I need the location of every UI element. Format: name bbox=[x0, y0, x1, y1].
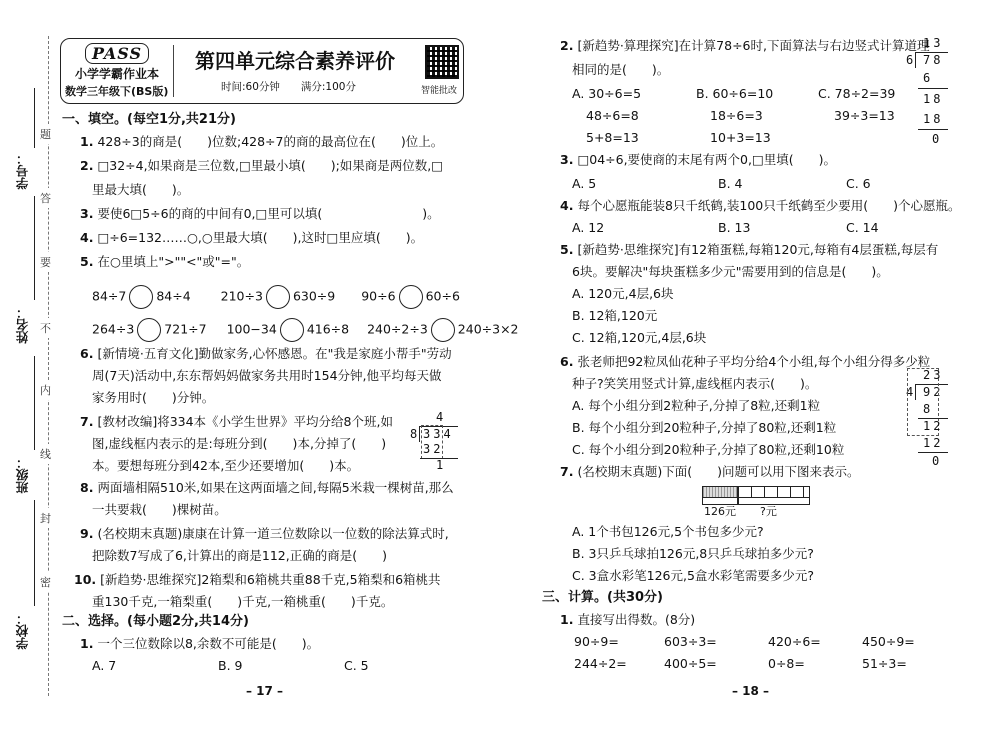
header-divider bbox=[173, 45, 174, 97]
question-number: 3. bbox=[560, 152, 574, 167]
segment-label-left: 126元 bbox=[704, 505, 736, 518]
question-6-text: [新情境·五育文化]勤做家务,心怀感恩。在"我是家庭小帮手"劳动 bbox=[97, 346, 452, 361]
question-number: 5. bbox=[560, 242, 574, 257]
header-box bbox=[60, 38, 464, 104]
question-number: 6. bbox=[560, 354, 574, 369]
question-7-text: [教材改编]将334本《小学生世界》平均分给8个班,如 bbox=[97, 414, 393, 429]
class-line bbox=[34, 356, 35, 450]
calc-item: 0÷8= bbox=[768, 656, 805, 671]
question-number: 3. bbox=[80, 206, 94, 221]
choice-option-c[interactable]: C. 12箱,120元,4层,6块 bbox=[572, 330, 707, 345]
school-line bbox=[34, 500, 35, 606]
seal-char: 答 bbox=[40, 188, 51, 208]
question-number: 7. bbox=[80, 414, 94, 429]
compare-right: 416÷8 bbox=[306, 321, 350, 337]
choice-2-cont: 相同的是( )。 bbox=[572, 62, 670, 77]
student-id-line bbox=[34, 88, 35, 148]
question-1-text: 428÷3的商是( )位数;428÷7的商的最高位在( )位上。 bbox=[97, 134, 444, 149]
compare-left: 240÷2÷3 bbox=[367, 321, 428, 337]
compare-right: 721÷7 bbox=[164, 321, 207, 337]
compare-circle-input[interactable] bbox=[266, 285, 290, 309]
question-10-cont: 重130千克,一箱梨重( )千克,一箱桃重( )千克。 bbox=[92, 594, 394, 609]
calc-item: 603÷3= bbox=[664, 634, 717, 649]
option-b-step: 10+3=13 bbox=[710, 130, 771, 145]
name-label: 姓名： bbox=[15, 306, 30, 344]
long-division-334-by-8 bbox=[410, 410, 460, 472]
question-number: 4. bbox=[80, 230, 94, 245]
division-remainder: 0 bbox=[932, 454, 940, 468]
choice-option-c[interactable]: C. 5 bbox=[344, 658, 369, 673]
question-5-text: 在○里填上">""<"或"="。 bbox=[97, 254, 250, 269]
division-product: 8 bbox=[923, 402, 931, 416]
choice-option-c[interactable]: C. 每个小组分到20粒种子,分掉了80粒,还剩10粒 bbox=[572, 442, 845, 457]
choice-1-text: 一个三位数除以8,余数不可能是( )。 bbox=[97, 636, 320, 651]
question-number: 1. bbox=[560, 612, 574, 627]
compare-row-1 bbox=[92, 285, 460, 309]
question-3-text: 要使6□5÷6的商的中间有0,□里可以填( )。 bbox=[97, 206, 440, 221]
exam-meta: 时间:60分钟 满分:100分 bbox=[221, 81, 356, 93]
question-number: 6. bbox=[80, 346, 94, 361]
compare-right: 84÷4 bbox=[156, 288, 191, 304]
choice-5-text: [新趋势·思维探究]有12箱蛋糕,每箱120元,每箱有4层蛋糕,每层有 bbox=[577, 242, 939, 257]
choice-option-b[interactable]: B. 每个小组分到20粒种子,分掉了80粒,还剩1粒 bbox=[572, 420, 837, 435]
series-name: 小学学霸作业本 bbox=[75, 67, 160, 81]
option-a-step: 48÷6=8 bbox=[586, 108, 639, 123]
question-number: 9. bbox=[80, 526, 94, 541]
question-number: 2. bbox=[80, 158, 94, 173]
compare-right: 60÷6 bbox=[425, 288, 460, 304]
division-dividend: 78 bbox=[923, 53, 944, 67]
choice-7-text: (名校期末真题)下面( )问题可以用下图来表示。 bbox=[577, 464, 860, 479]
compare-right: 240÷3×2 bbox=[457, 321, 519, 337]
question-2-cont: 里最大填( )。 bbox=[92, 182, 190, 197]
question-number: 1. bbox=[80, 636, 94, 651]
division-product: 6 bbox=[923, 71, 931, 85]
grade-label: 数学三年级下(BS版) bbox=[65, 85, 169, 98]
division-quotient: 13 bbox=[923, 36, 944, 50]
division-dividend: 334 bbox=[423, 427, 454, 441]
question-8-cont: 一共要栽( )棵树苗。 bbox=[92, 502, 227, 517]
qr-caption: 智能批改 bbox=[421, 86, 458, 96]
question-6-cont: 周(7天)活动中,东东帮妈妈做家务共用时154分钟,他平均每天做 bbox=[92, 368, 442, 383]
page-title: 第四单元综合素养评价 bbox=[195, 49, 395, 73]
calc-item: 450÷9= bbox=[862, 634, 915, 649]
choice-5-cont: 6块。要解决"每块蛋糕多少元"需要用到的信息是( )。 bbox=[572, 264, 889, 279]
compare-left: 90÷6 bbox=[361, 288, 396, 304]
question-4-text: □÷6=132……○,○里最大填( ),这时□里应填( )。 bbox=[97, 230, 424, 245]
section-fill-in-title: 一、填空。(每空1分,共21分) bbox=[62, 112, 236, 127]
shaded-segment bbox=[702, 486, 738, 498]
section-choice-title: 二、选择。(每小题2分,共14分) bbox=[62, 614, 249, 629]
question-2-text: □32÷4,如果商是三位数,□里最小填( );如果商是两位数,□ bbox=[97, 158, 444, 173]
compare-circle-input[interactable] bbox=[137, 318, 161, 342]
compare-circle-input[interactable] bbox=[280, 318, 304, 342]
question-number: 7. bbox=[560, 464, 574, 479]
choice-option-b[interactable]: B. 60÷6=10 bbox=[696, 86, 774, 101]
long-division-92-by-4 bbox=[906, 368, 950, 472]
seal-char: 密 bbox=[40, 572, 51, 592]
compare-left: 84÷7 bbox=[92, 288, 127, 304]
division-dividend: 92 bbox=[923, 385, 944, 399]
division-divisor: 8 bbox=[410, 427, 418, 441]
choice-option-c[interactable]: C. 78÷2=39 bbox=[818, 86, 896, 101]
division-product: 32 bbox=[423, 442, 444, 456]
choice-6-cont: 种子?笑笑用竖式计算,虚线框内表示( )。 bbox=[572, 376, 818, 391]
question-7-cont: 本。要想每班分到42本,至少还要增加( )本。 bbox=[92, 458, 360, 473]
question-6-cont: 家务用时( )分钟。 bbox=[92, 390, 215, 405]
calc-item: 51÷3= bbox=[862, 656, 907, 671]
calc-item: 400÷5= bbox=[664, 656, 717, 671]
question-7-cont: 图,虚线框内表示的是:每班分到( )本,分掉了( ) bbox=[92, 436, 387, 451]
calc-item: 244÷2= bbox=[574, 656, 627, 671]
division-product: 18 bbox=[923, 112, 944, 126]
division-quotient: 23 bbox=[923, 368, 944, 382]
choice-option-a[interactable]: A. 每个小组分到2粒种子,分掉了8粒,还剩1粒 bbox=[572, 398, 821, 413]
choice-option-b[interactable]: B. 4 bbox=[718, 176, 743, 191]
compare-circle-input[interactable] bbox=[129, 285, 153, 309]
question-9-cont: 把除数7写成了6,计算出的商是112,正确的商是( ) bbox=[92, 548, 387, 563]
compare-circle-input[interactable] bbox=[399, 285, 423, 309]
question-number: 4. bbox=[560, 198, 574, 213]
calc-item: 90÷9= bbox=[574, 634, 619, 649]
compare-left: 100−34 bbox=[226, 321, 277, 337]
option-b-step: 18÷6=3 bbox=[710, 108, 763, 123]
choice-option-c[interactable]: C. 14 bbox=[846, 220, 879, 235]
choice-option-a[interactable]: A. 120元,4层,6块 bbox=[572, 286, 674, 301]
choice-6-text: 张老师把92粒凤仙花种子平均分给4个小组,每个小组分得多少粒 bbox=[577, 354, 931, 369]
option-c-step: 39÷3=13 bbox=[834, 108, 895, 123]
division-remainder: 1 bbox=[436, 458, 444, 472]
calc-1-text: 直接写出得数。(8分) bbox=[577, 612, 696, 627]
student-id-label: 学号： bbox=[15, 152, 30, 190]
choice-option-a[interactable]: A. 5 bbox=[572, 176, 597, 191]
school-label: 学校： bbox=[15, 612, 30, 650]
class-label: 班级： bbox=[15, 456, 30, 494]
compare-left: 210÷3 bbox=[220, 288, 263, 304]
seal-char: 要 bbox=[40, 252, 51, 272]
question-number: 2. bbox=[560, 38, 574, 53]
choice-option-b[interactable]: B. 9 bbox=[218, 658, 243, 673]
page-number-left: – 17 – bbox=[246, 684, 284, 698]
compare-left: 264÷3 bbox=[92, 321, 135, 337]
choice-4-text: 每个心愿瓶能装8只千纸鹤,装100只千纸鹤至少要用( )个心愿瓶。 bbox=[577, 198, 961, 213]
seal-char: 不 bbox=[40, 318, 51, 338]
division-partial: 12 bbox=[923, 419, 944, 433]
seal-char: 封 bbox=[40, 508, 51, 528]
question-10-text: [新趋势·思维探究]2箱梨和6箱桃共重88千克,5箱梨和6箱桃共 bbox=[100, 572, 441, 587]
choice-option-a[interactable]: A. 30÷6=5 bbox=[572, 86, 642, 101]
question-number: 8. bbox=[80, 480, 94, 495]
page-number-right: – 18 – bbox=[732, 684, 770, 698]
choice-option-a[interactable]: A. 1个书包126元,5个书包多少元? bbox=[572, 524, 764, 539]
division-quotient: 4 bbox=[436, 410, 444, 424]
section-calc-title: 三、计算。(共30分) bbox=[542, 590, 663, 605]
choice-option-c[interactable]: C. 3盒水彩笔126元,5盒水彩笔需要多少元? bbox=[572, 568, 815, 583]
choice-2-text: [新趋势·算理探究]在计算78÷6时,下面算法与右边竖式计算道理 bbox=[577, 38, 930, 53]
division-divisor: 6 bbox=[906, 53, 914, 67]
seal-char: 题 bbox=[40, 124, 51, 144]
division-product: 12 bbox=[923, 436, 944, 450]
choice-option-a[interactable]: A. 12 bbox=[572, 220, 605, 235]
compare-right: 630÷9 bbox=[292, 288, 336, 304]
choice-option-c[interactable]: C. 6 bbox=[846, 176, 871, 191]
division-partial: 18 bbox=[923, 92, 944, 106]
choice-3-text: □04÷6,要使商的末尾有两个0,□里填( )。 bbox=[577, 152, 837, 167]
question-number: 10. bbox=[74, 572, 97, 587]
option-a-step: 5+8=13 bbox=[586, 130, 639, 145]
calc-item: 420÷6= bbox=[768, 634, 821, 649]
choice-option-b[interactable]: B. 3只乒乓球拍126元,8只乒乓球拍多少元? bbox=[572, 546, 814, 561]
seal-char: 内 bbox=[40, 380, 51, 400]
seal-char: 线 bbox=[40, 444, 51, 464]
choice-option-b[interactable]: B. 13 bbox=[718, 220, 751, 235]
long-division-78-by-6 bbox=[906, 36, 950, 162]
question-number: 5. bbox=[80, 254, 94, 269]
question-8-text: 两面墙相隔510米,如果在这两面墙之间,每隔5米栽一棵树苗,那么 bbox=[97, 480, 454, 495]
segment-label-right: ?元 bbox=[760, 505, 777, 518]
compare-circle-input[interactable] bbox=[431, 318, 455, 342]
qr-code[interactable] bbox=[425, 45, 459, 79]
division-remainder: 0 bbox=[932, 132, 940, 146]
choice-option-a[interactable]: A. 7 bbox=[92, 658, 117, 673]
compare-row-2 bbox=[92, 318, 519, 342]
name-line bbox=[34, 196, 35, 300]
question-9-text: (名校期末真题)康康在计算一道三位数除以一位数的除法算式时, bbox=[97, 526, 449, 541]
choice-option-b[interactable]: B. 12箱,120元 bbox=[572, 308, 658, 323]
division-divisor: 4 bbox=[906, 385, 914, 399]
pass-logo: PASS bbox=[85, 43, 149, 64]
question-number: 1. bbox=[80, 134, 94, 149]
blank-segment bbox=[738, 486, 810, 498]
